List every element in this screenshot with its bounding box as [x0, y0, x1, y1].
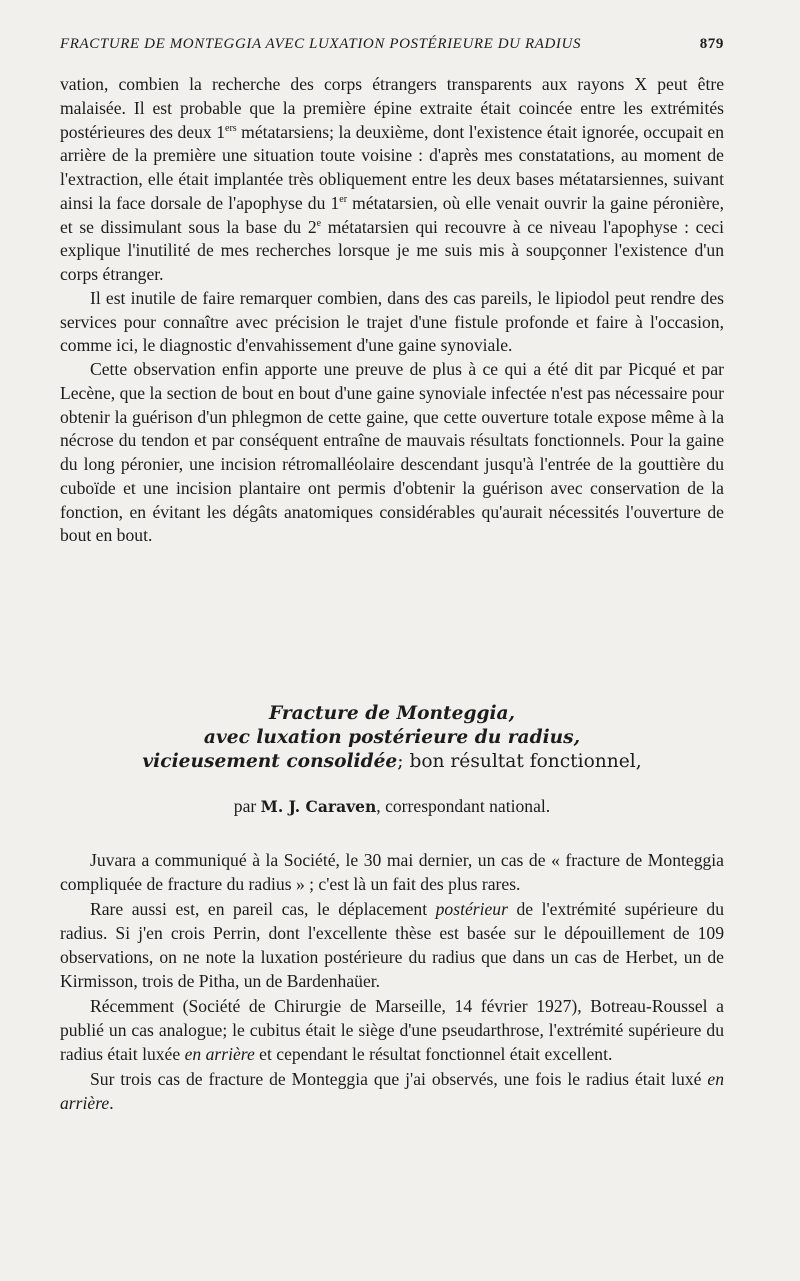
running-title: FRACTURE DE MONTEGGIA AVEC LUXATION POSTÉRIEURE DU RADIUS	[60, 36, 582, 52]
paragraph: Rare aussi est, en pareil cas, le déplacement postérieur de l'extrémité supérieure du radius. Si j'en crois Perrin, dont l'excellente thèse est basée sur le dépouillement de 109 observations, on ne note la luxation postérieure du radius que dans un cas de Herbet, un de Kirmisson, trois de Pitha, un de Bardenhaüer.	[60, 898, 724, 992]
author-name: M. J. Caraven	[260, 797, 377, 816]
article-byline: par M. J. Caraven, correspondant national.	[233, 796, 551, 816]
paragraph: Juvara a communiqué à la Société, le 30 mai dernier, un cas de « fracture de Monteggia compliquée de fracture du radius » ; c'est là un fait des plus rares.	[60, 850, 724, 895]
paragraph: Il est inutile de faire remarquer combien, dans des cas pareils, le lipiodol peut rendre des services pour connaître avec précision le trajet d'une fistule profonde et faire à l'occasion, comme ici, le diagnostic d'envahissement d'une gaine synoviale.	[60, 287, 724, 356]
running-head	[60, 36, 724, 53]
paragraph: Récemment (Société de Chirurgie de Marseille, 14 février 1927), Botreau-Roussel a publié un cas analogue; le cubitus était le siège d'une pseudarthrose, l'extrémité supérieure du radius était luxée en arrière et cependant le résultat fonctionnel était excellent.	[60, 995, 724, 1065]
article-body	[60, 848, 724, 1115]
paragraph: Sur trois cas de fracture de Monteggia que j'ai observés, une fois le radius était luxé en arrière.	[60, 1068, 724, 1113]
page-number: 879	[699, 36, 724, 52]
preceding-article-text	[60, 73, 724, 548]
paragraph: Cette observation enfin apporte une preuve de plus à ce qui a été dit par Picqué et par Lecène, que la section de bout en bout d'une gaine synoviale infectée n'est pas nécessaire pour obtenir la guérison d'un phlegmon de cette gaine, que cette ouverture totale expose même à la nécrose du tendon et par conséquent entraîne de mauvais résultats fonctionnels. Pour la gaine du long péronier, une incision rétromalléolaire descendant jusqu'à l'entrée de la gouttière du cuboïde et une incision plantaire ont permis d'obtenir la guérison avec conservation de la fonction, en évitant les dégâts anatomiques considérables qu'aurait nécessités l'ouverture de bout en bout.	[60, 359, 724, 546]
article-title: Fracture de Monteggia, avec luxation postérieure du radius, vicieusement consolidée; bon résultat fonctionnel,	[142, 703, 642, 772]
paragraph: vation, combien la recherche des corps étrangers transparents aux rayons X peut être malaisée. Il est probable que la première épine extraite était coincée entre les extrémités postérieures des deux 1ers métatarsiens; la deuxième, dont l'existence était ignorée, occupait en arrière de la première une situation toute voisine : d'après mes constatations, au moment de l'extraction, elle était implantée très obliquement entre les deux bases métatarsiennes, suivant ainsi la face dorsale de l'apophyse du 1er métatarsien, où elle venait ouvrir la gaine péronière, et se dissimulant sous la base du 2e métatarsien qui recouvre à ce niveau l'apophyse : ceci explique l'inutilité de mes recherches lorsque je me suis mis à soupçonner l'existence d'un corps étranger.	[60, 74, 725, 284]
